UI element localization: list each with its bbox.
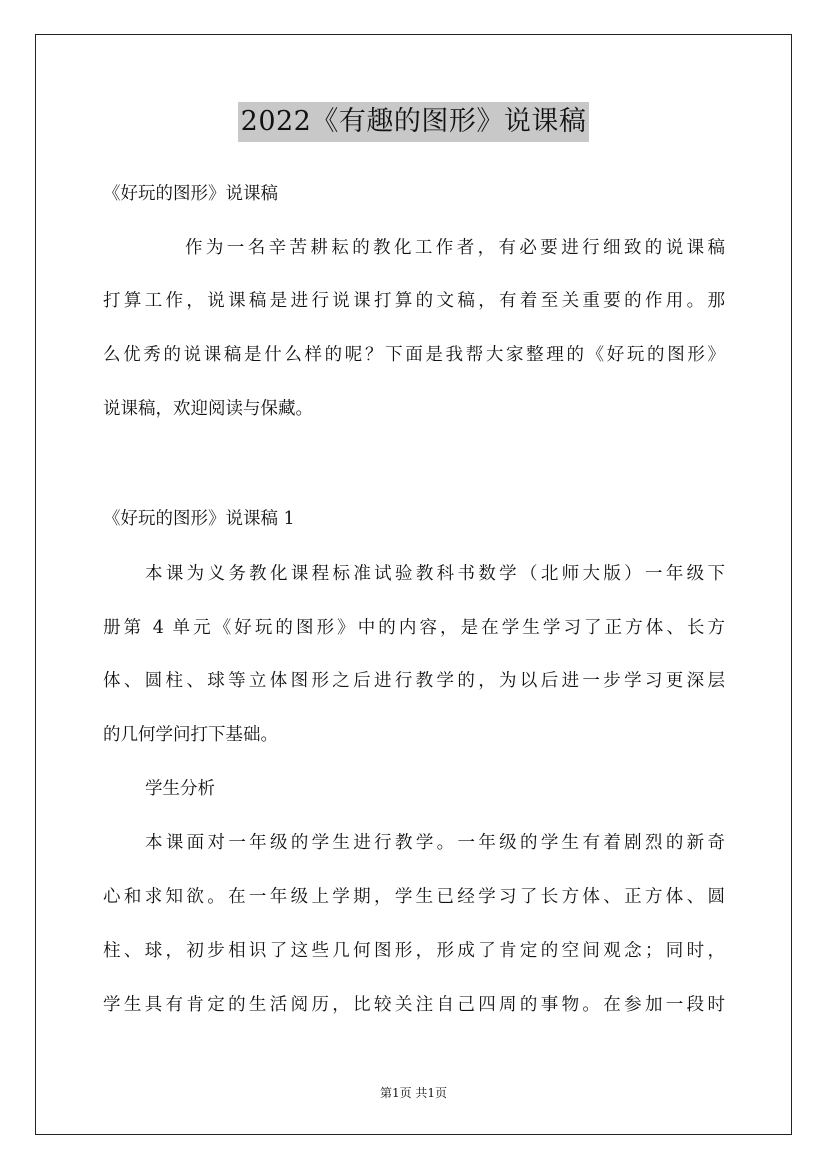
paragraph-line: 册第 4 单元《好玩的图形》中的内容，是在学生学习了正方体、长方	[103, 618, 725, 638]
document-subtitle: 《好玩的图形》说课稿	[103, 184, 278, 204]
intro-line: 打算工作，说课稿是进行说课打算的文稿，有着至关重要的作用。那	[103, 291, 725, 311]
page-footer: 第1页 共1页	[379, 1086, 448, 1100]
intro-line: 么优秀的说课稿是什么样的呢？下面是我帮大家整理的《好玩的图形》	[103, 345, 725, 365]
student-analysis-heading: 学生分析	[145, 779, 215, 799]
paragraph-line: 体、圆柱、球等立体图形之后进行教学的，为以后进一步学习更深层	[103, 671, 725, 691]
paragraph-line: 的几何学问打下基础。	[103, 725, 278, 745]
document-title: 2022《有趣的图形》说课稿	[238, 102, 590, 142]
paragraph-line: 本课为义务教化课程标准试验教科书数学（北师大版）一年级下	[145, 564, 725, 584]
paragraph-line: 本课面对一年级的学生进行教学。一年级的学生有着剧烈的新奇	[145, 833, 725, 853]
section-heading: 《好玩的图形》说课稿 1	[103, 509, 295, 529]
paragraph-line: 学生具有肯定的生活阅历，比较关注自己四周的事物。在参加一段时	[103, 995, 725, 1015]
title-container	[0, 102, 827, 142]
paragraph-line: 心和求知欲。在一年级上学期，学生已经学习了长方体、正方体、圆	[103, 887, 725, 907]
intro-line: 说课稿，欢迎阅读与保藏。	[103, 399, 313, 419]
intro-line: 作为一名辛苦耕耘的教化工作者，有必要进行细致的说课稿	[185, 238, 725, 258]
paragraph-line: 柱、球，初步相识了这些几何图形，形成了肯定的空间观念；同时，	[103, 941, 725, 961]
